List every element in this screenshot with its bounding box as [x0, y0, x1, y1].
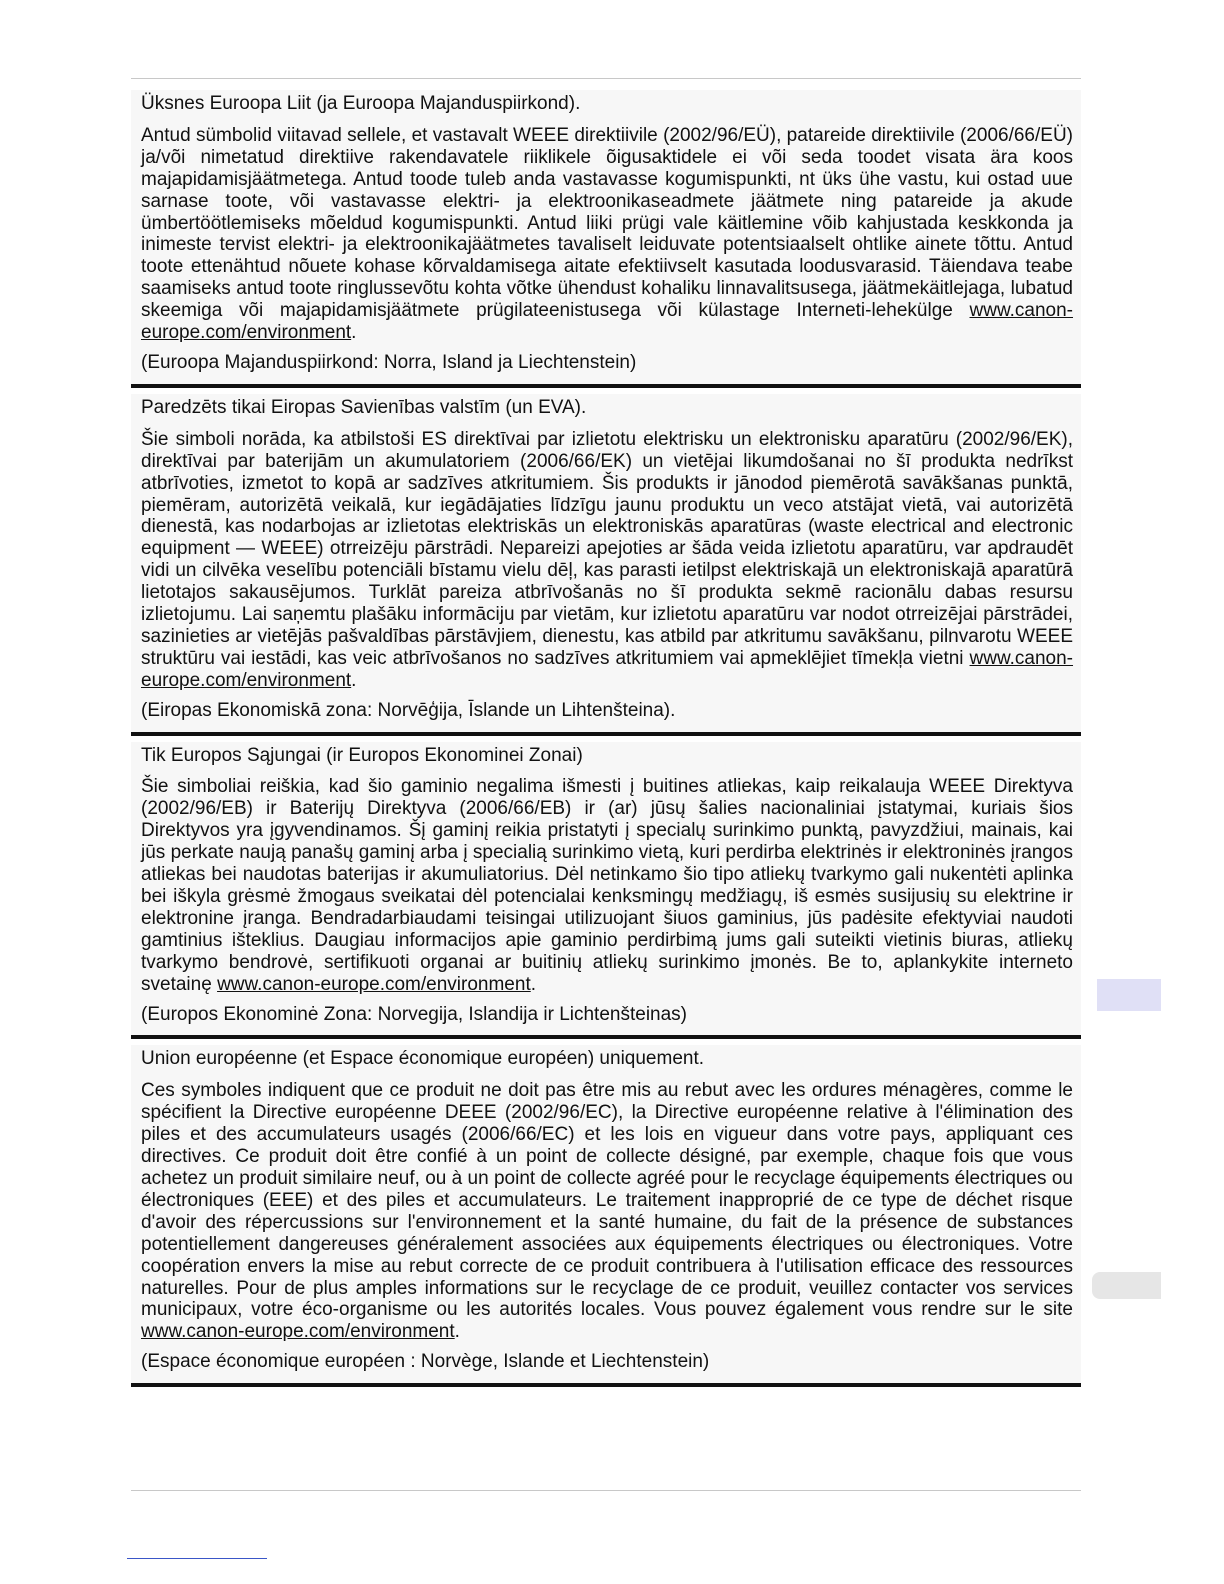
section-body	[141, 125, 1073, 344]
section-heading: Paredzēts tikai Eiropas Savienības valstīm (un EVA).	[141, 396, 587, 418]
side-index-tab[interactable]	[1097, 979, 1161, 1011]
header-divider	[131, 78, 1081, 79]
section-latvian	[131, 394, 1081, 736]
document-body	[131, 90, 1081, 1387]
section-note: (Euroopa Majanduspiirkond: Norra, Island ja Liechtenstein)	[141, 351, 637, 373]
footer-link-underline	[127, 1558, 267, 1559]
section-body	[141, 776, 1073, 995]
body-text: Šie simboliai reiškia, kad šio gaminio negalima išmesti į buitines atliekas, kaip reikalauja WEEE Direktyva (2002/96/EB) ir Baterijų Direktyva (2006/66/EB) ir (ar) jūsų šalies nacionaliniai įstatymai, kuriais šios Direktyvos yra įgyvendinamos. Šį gaminį reikia pristatyti į specialų surinkimo punktą, pavyzdžiui, mainais, kai jūs perkate naują panašų gaminį arba į specialią surinkimo vietą, kuri perdirba elektrinės ir elektroninės įrangos atliekas bei naudotas baterijas ir akumuliatorius. Dėl netinkamo šio tipo atliekų tvarkymo gali nukentėti aplinka bei iškyla grėsmė žmogaus sveikatai dėl potencialai kenksmingų medžiagų, iš esmės susijusių su elektrine ir elektronine įranga. Bendradarbiaudami teisingai utilizuojant šiuos gaminius, jūs padėsite efektyviai naudoti gamtinius išteklius. Daugiau informacijos apie gaminio perdirbimą jums gali suteikti vietinis biuras, atliekų tvarkymo bendrovė, sertifikuoti organai ar buitinių atliekų surinkimo įmonės. Be to, aplankykite interneto svetainę	[141, 776, 1073, 995]
section-lithuanian	[131, 742, 1081, 1040]
environment-link[interactable]: www.canon-europe.com/environment	[217, 973, 531, 995]
environment-link[interactable]: www.canon-europe.com/environment	[141, 300, 1073, 344]
body-end: .	[454, 1321, 460, 1343]
section-note: (Espace économique européen : Norvège, Islande et Liechtenstein)	[141, 1351, 710, 1373]
body-text: Šie simboli norāda, ka atbilstoši ES direktīvai par izlietotu elektrisku un elektronisku aparatūru (2002/96/EK), direktīvai par baterijām un akumulatoriem (2006/66/EK) un vietējai likumdošanai no šī produkta nedrīkst atbrīvoties, izmetot to kopā ar sadzīves atkritumiem. Šis produkts ir jānodod piemērotā savākšanas punktā, piemēram, autorizētā veikalā, kur iegādājaties līdzīgu jaunu produktu un veco atstājat vietā, vai autorizētā dienestā, kas nodarbojas ar izlietotas elektriskās un elektroniskās aparatūras (waste electrical and electronic equipment — WEEE) otrreizēju pārstrādi. Nepareizi apejoties ar šāda veida izlietotu aparatūru, var apdraudēt vidi un cilvēka veselību potenciāli bīstamu vielu dēļ, kas parasti ietilpst elektriskajā un elektroniskajā aparatūrā lietotajos sakausējumos. Turklāt pareiza atbrīvošanās no šī produkta sekmē racionālu dabas resursu izlietojumu. Lai saņemtu plašāku informāciju par vietām, kur izlietotu aparatūru var nodot otrreizējai pārstrādei, sazinieties ar vietējās pašvaldības pārstāvjiem, dienestu, kas atbild par atkritumu savākšanu, pilnvarotu WEEE struktūru vai iestādi, kas veic atbrīvošanos no sadzīves atkritumiem vai apmeklējiet tīmekļa vietni	[141, 428, 1073, 669]
side-index-tab-secondary[interactable]	[1092, 1272, 1161, 1299]
section-body	[141, 1080, 1073, 1343]
section-heading: Union européenne (et Espace économique européen) uniquement.	[141, 1048, 705, 1070]
environment-link[interactable]: www.canon-europe.com/environment	[141, 1321, 455, 1343]
section-heading: Üksnes Euroopa Liit (ja Euroopa Majanduspiirkond).	[141, 93, 581, 114]
section-heading: Tik Europos Sąjungai (ir Europos Ekonominei Zonai)	[141, 744, 583, 766]
section-estonian	[131, 90, 1081, 388]
body-end: .	[351, 669, 357, 691]
section-body	[141, 429, 1073, 692]
environment-link[interactable]: www.canon-europe.com/environment	[141, 647, 1074, 691]
body-end: .	[351, 322, 357, 344]
body-end: .	[530, 973, 537, 995]
footer-divider	[131, 1490, 1081, 1491]
section-note: (Eiropas Ekonomiskā zona: Norvēģija, Īslande un Lihtenšteina).	[141, 699, 676, 721]
body-text: Antud sümbolid viitavad sellele, et vastavalt WEEE direktiivile (2002/96/EÜ), patareide direktiivile (2006/66/EÜ) ja/või nimetatud direktiive rakendavatele riiklikele õigusaktidele ei või seda toodet visata ära koos majapidamisjäätmetega. Antud toode tuleb anda vastavasse kogumispunkti, nt üks ühe vastu, kui ostad uue sarnase toote, või vastavasse elektri- ja elektroonikaseadmete jäätmete ning patareide ja akude ümbertöötlemiseks mõeldud kogumispunkti. Antud liiki prügi vale käitlemine võib kahjustada keskkonda ja inimeste tervist elektri- ja elektroonikajäätmetes tavaliselt leiduvate potentsiaalselt ohtlike ainete tõttu. Antud toote ettenähtud nõuete kohase kõrvaldamisega aitate efektiivselt kasutada loodusvarasid. Täiendava teabe saamiseks antud toote ringlussevõtu kohta võtke ühendust kohaliku linnavalitsusega, jäätmekäitlejaga, lubatud skeemiga või majapidamisjäätmete prügilateenistusega või külastage Interneti-lehekülge	[141, 124, 1073, 322]
body-text: Ces symboles indiquent que ce produit ne doit pas être mis au rebut avec les ordures ménagères, comme le spécifient la Directive européenne DEEE (2002/96/EC), la Directive européenne relative à l'élimination des piles et des accumulateurs usagés (2006/66/EC) et les lois en vigueur dans votre pays, appliquant ces directives. Ce produit doit être confié à un point de collecte désigné, par exemple, chaque fois que vous achetez un produit similaire neuf, ou à un point de collecte agréé pour le recyclage équipements électriques ou électroniques (EEE) et des piles et accumulateurs. Le traitement inapproprié de ce type de déchet risque d'avoir des répercussions sur l'environnement et la santé humaine, du fait de la présence de substances potentiellement dangereuses généralement associées aux équipements électriques ou électroniques. Votre coopération envers la mise au rebut correcte de ce produit contribuera à l'utilisation efficace des ressources naturelles. Pour de plus amples informations sur le recyclage de ce produit, veuillez contacter vos services municipaux, votre éco-organisme ou les autorités locales. Vous pouvez également vous rendre sur le site	[141, 1080, 1073, 1321]
section-french	[131, 1045, 1081, 1387]
section-note: (Europos Ekonominė Zona: Norvegija, Islandija ir Lichtenšteinas)	[141, 1003, 687, 1025]
